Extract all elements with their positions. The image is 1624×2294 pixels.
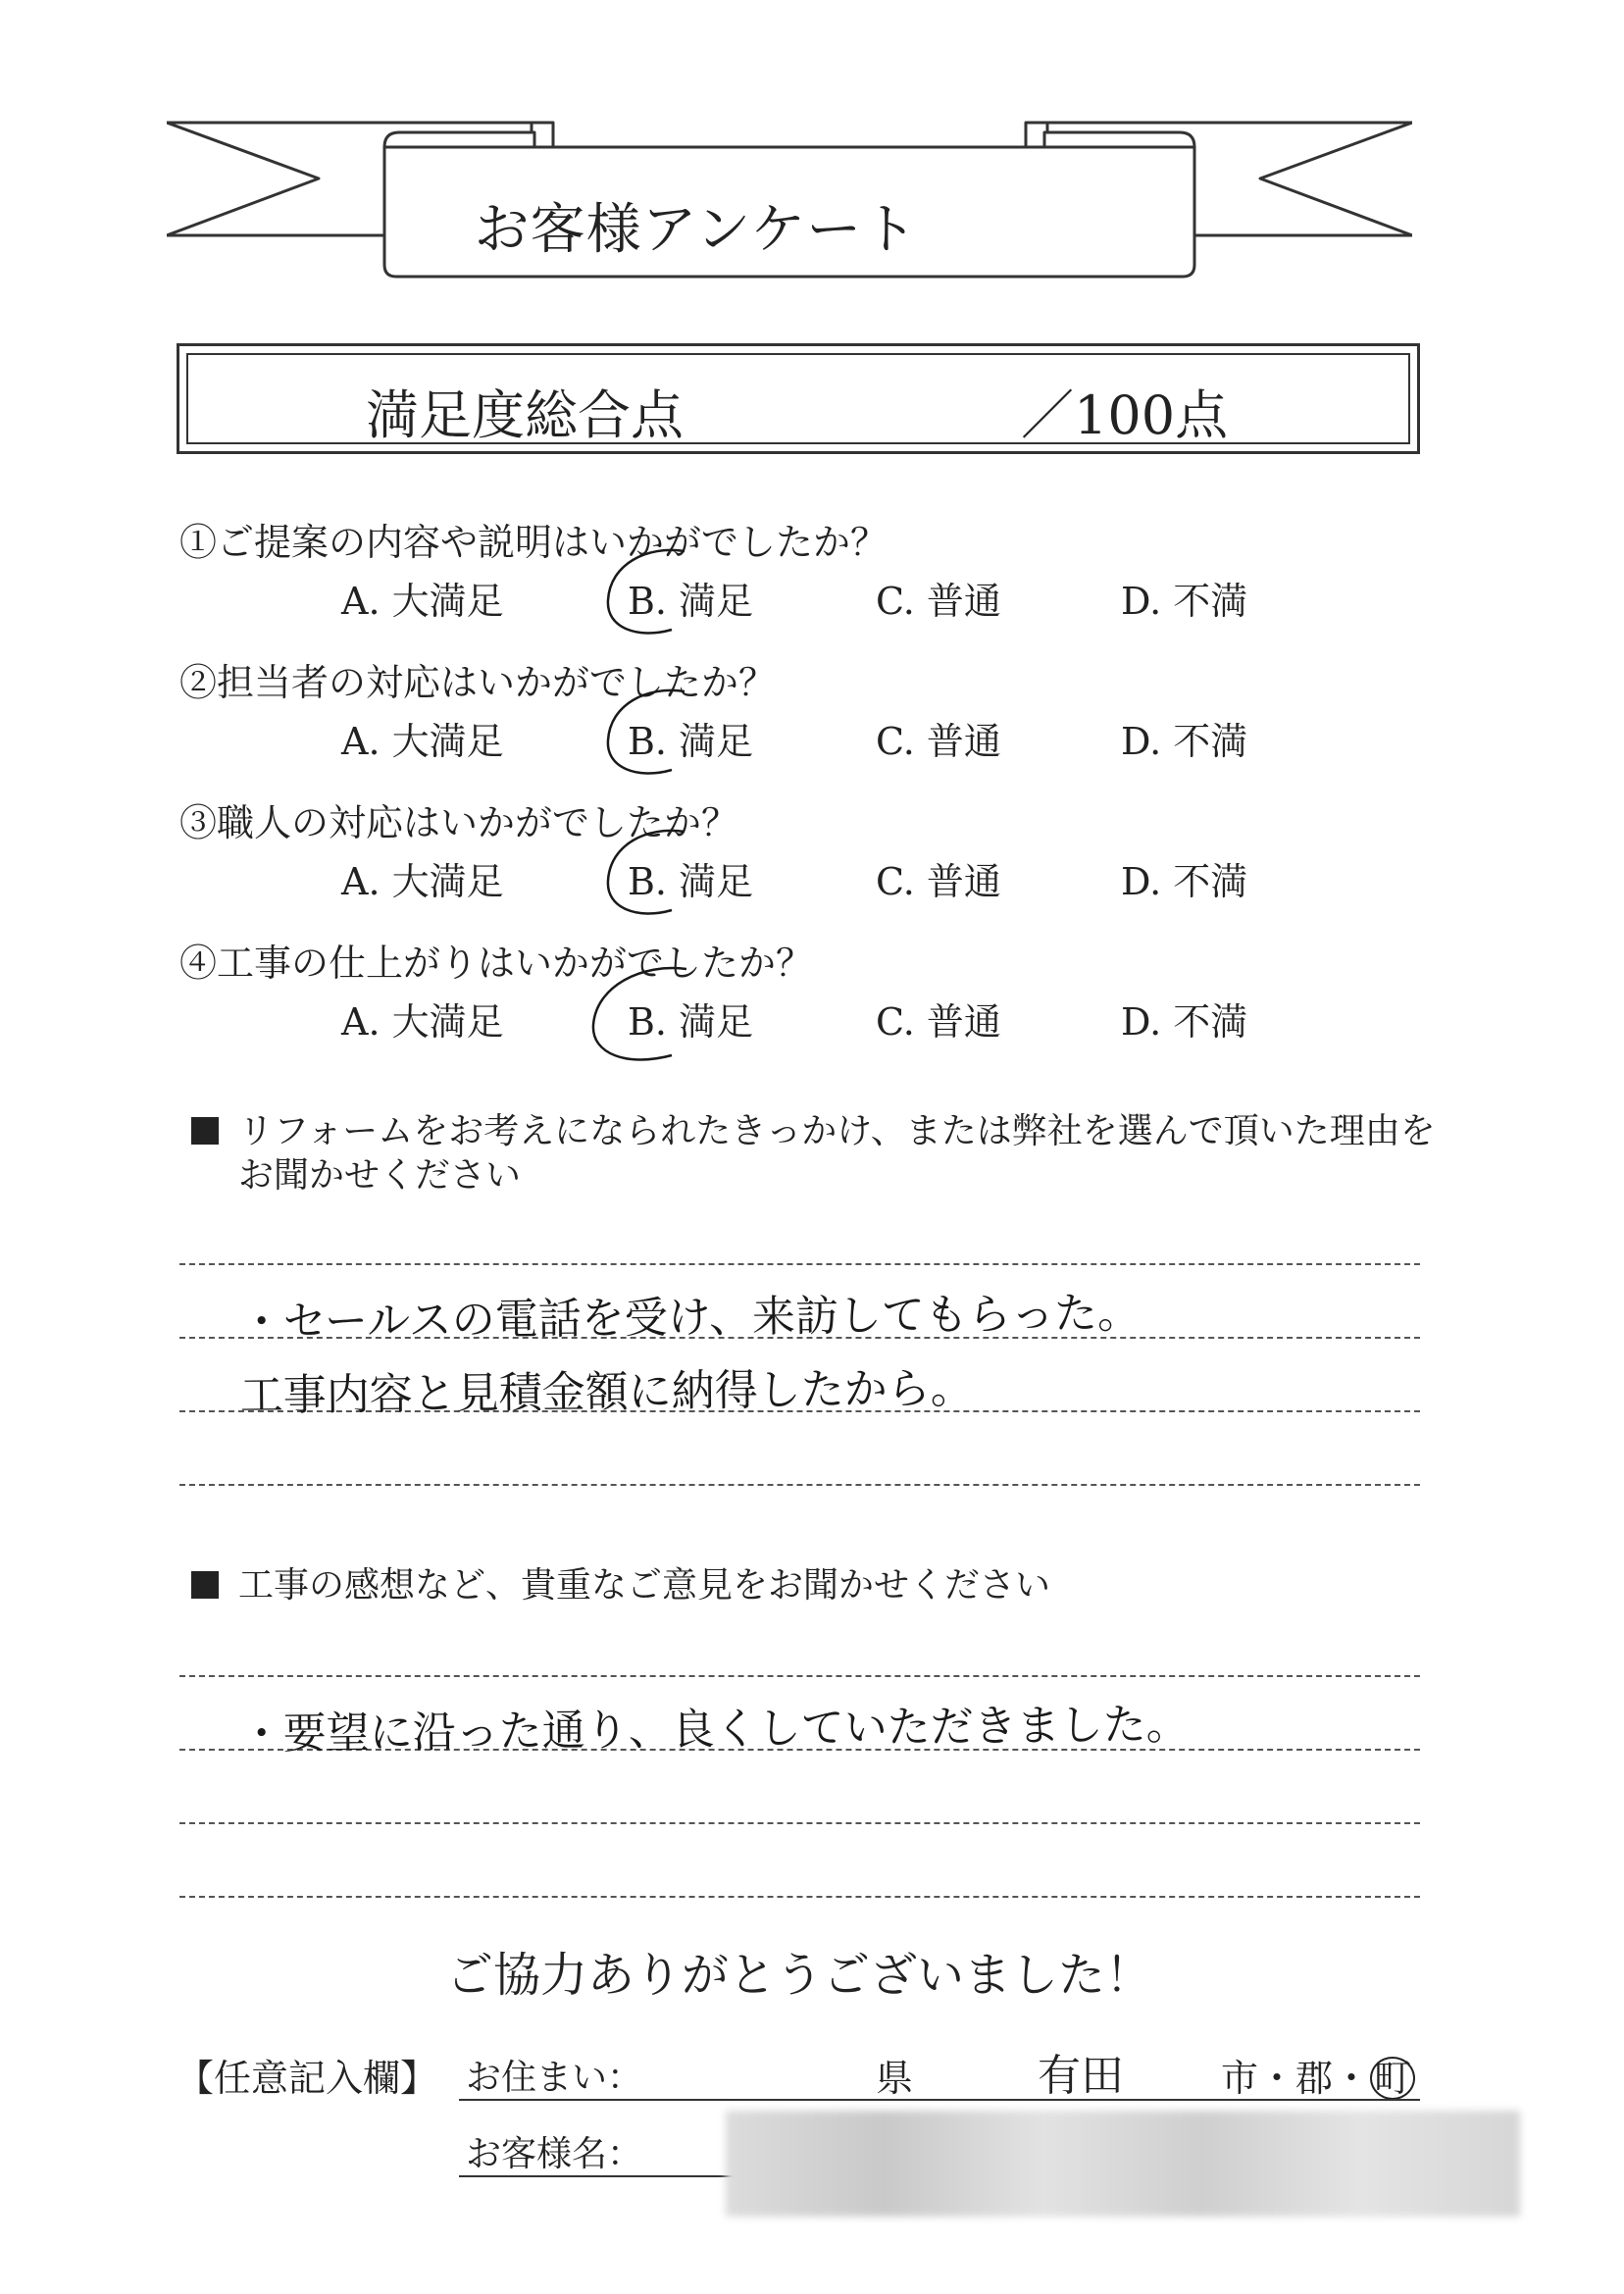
town-suffix-circled: 町 — [1370, 2057, 1415, 2100]
address-label: お住まい： — [466, 2058, 643, 2098]
redacted-name-area — [726, 2111, 1520, 2217]
optional-section-label: 【任意記入欄】 — [177, 2057, 438, 2100]
selection-marks — [0, 0, 1624, 1079]
question-2: ②担当者の対応はいかがでしたか？ — [179, 661, 777, 704]
answer-line — [179, 1896, 1420, 1898]
section1-answer-2: 工事内容と見積金額に納得したから。 — [239, 1363, 974, 1422]
q2-selection-circle — [608, 690, 685, 774]
score-suffix: ／100点 — [1021, 384, 1229, 446]
q4-option-a[interactable]: A. 大満足 — [341, 1000, 504, 1044]
q2-option-b[interactable]: B. 満足 — [628, 720, 754, 763]
city-handwritten[interactable]: 有田 — [1038, 2051, 1124, 2101]
q1-option-b[interactable]: B. 満足 — [628, 580, 754, 623]
city-suffix: 市・郡・ 町 — [1221, 2048, 1415, 2102]
prefecture-suffix: 県 — [876, 2057, 914, 2100]
name-underline — [459, 2175, 734, 2177]
q1-selection-circle — [608, 550, 685, 634]
q2-option-d[interactable]: D. 不満 — [1121, 720, 1248, 763]
q4-option-b[interactable]: B. 満足 — [628, 1000, 754, 1044]
section2-title: 工事の感想など、貴重なご意見をお聞かせください — [191, 1557, 1050, 1607]
thanks-message: ご協力ありがとうございました！ — [446, 1948, 1153, 2003]
answer-line — [179, 1822, 1420, 1824]
q1-option-d[interactable]: D. 不満 — [1121, 580, 1248, 623]
q2-option-a[interactable]: A. 大満足 — [341, 720, 504, 763]
answer-line — [179, 1675, 1420, 1677]
q3-selection-circle — [608, 831, 685, 914]
section2-answer-1: ・要望に沿った通り、良くしていただきました。 — [239, 1699, 1190, 1760]
customer-name-label: お客様名： — [466, 2134, 643, 2174]
q3-option-b[interactable]: B. 満足 — [628, 860, 754, 903]
q2-option-c[interactable]: C. 普通 — [876, 720, 1001, 763]
page-title: お客様アンケート — [474, 198, 919, 262]
bullet-square-icon — [191, 1117, 219, 1145]
answer-line — [179, 1263, 1420, 1265]
section1-title-line2: お聞かせください — [238, 1155, 522, 1196]
q3-option-a[interactable]: A. 大満足 — [341, 860, 504, 903]
section1-title: リフォームをお考えになられたきっかけ、または弊社を選んで頂いた理由を — [191, 1103, 1436, 1153]
address-underline — [459, 2099, 1420, 2101]
q4-option-d[interactable]: D. 不満 — [1121, 1000, 1248, 1044]
score-label: 満足度総合点 — [366, 384, 684, 446]
q1-option-c[interactable]: C. 普通 — [876, 580, 1001, 623]
answer-line — [179, 1484, 1420, 1486]
q4-selection-circle — [593, 968, 686, 1059]
question-4: ④工事の仕上がりはいかがでしたか？ — [179, 942, 814, 985]
section1-answer-1: ・セールスの電話を受け、来訪してもらった。 — [239, 1288, 1142, 1349]
q3-option-c[interactable]: C. 普通 — [876, 860, 1001, 903]
q3-option-d[interactable]: D. 不満 — [1121, 860, 1248, 903]
bullet-square-icon — [191, 1571, 219, 1599]
q1-option-a[interactable]: A. 大満足 — [341, 580, 504, 623]
question-1: ①ご提案の内容や説明はいかがでしたか？ — [179, 521, 888, 564]
q4-option-c[interactable]: C. 普通 — [876, 1000, 1001, 1044]
question-3: ③職人の対応はいかがでしたか？ — [179, 801, 739, 844]
